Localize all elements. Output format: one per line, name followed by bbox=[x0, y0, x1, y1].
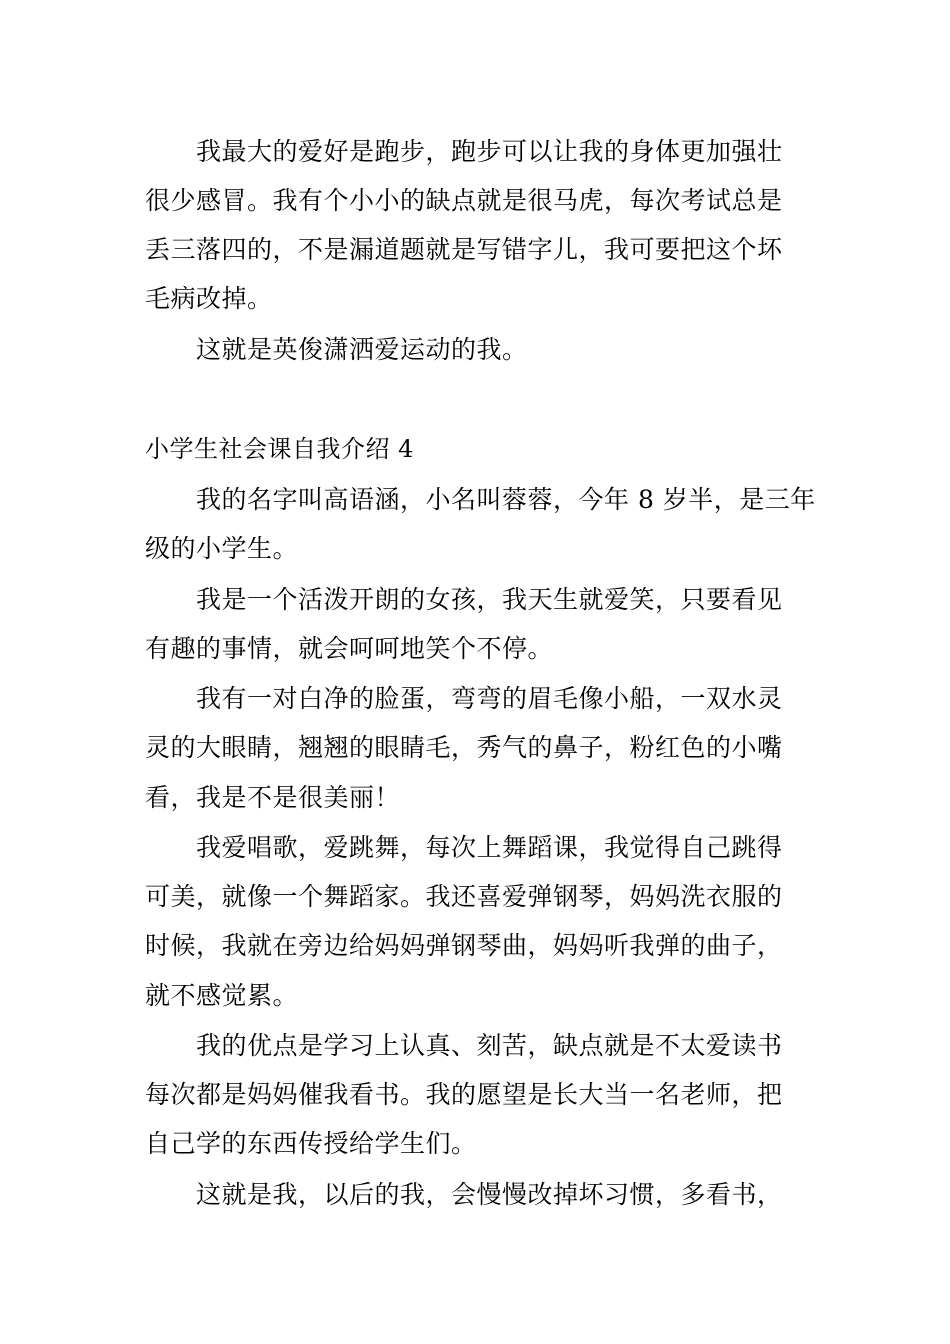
paragraph-line: 我最大的爱好是跑步，跑步可以让我的身体更加强壮 bbox=[196, 137, 783, 166]
paragraph-line: 就不感觉累。 bbox=[145, 981, 299, 1010]
paragraph-line: 可美，就像一个舞蹈家。我还喜爱弹钢琴，妈妈洗衣服的 bbox=[145, 882, 783, 911]
paragraph-line: 时候，我就在旁边给妈妈弹钢琴曲，妈妈听我弹的曲子， bbox=[145, 931, 783, 960]
paragraph-line: 看，我是不是很美丽！ bbox=[145, 783, 401, 812]
paragraph-line: 自己学的东西传授给学生们。 bbox=[145, 1129, 477, 1158]
section-heading: 小学生社会课自我介绍 4 bbox=[145, 435, 414, 463]
paragraph-line: 每次都是妈妈催我看书。我的愿望是长大当一名老师，把 bbox=[145, 1080, 783, 1109]
paragraph-line: 我有一对白净的脸蛋，弯弯的眉毛像小船，一双水灵 bbox=[196, 684, 783, 713]
paragraph-line: 我的优点是学习上认真、刻苦，缺点就是不太爱读书 bbox=[196, 1031, 783, 1060]
paragraph-line: 丢三落四的，不是漏道题就是写错字儿，我可要把这个坏 bbox=[145, 235, 783, 264]
paragraph-line: 很少感冒。我有个小小的缺点就是很马虎，每次考试总是 bbox=[145, 186, 783, 215]
paragraph-line: 灵的大眼睛，翘翘的眼睛毛，秀气的鼻子，粉红色的小嘴 bbox=[145, 733, 783, 762]
paragraph-line: 级的小学生。 bbox=[145, 534, 299, 563]
paragraph-line: 这就是我，以后的我，会慢慢改掉坏习惯，多看书， bbox=[196, 1180, 783, 1209]
paragraph-line: 这就是英俊潇洒爱运动的我。 bbox=[196, 335, 528, 364]
paragraph-line: 我的名字叫高语涵，小名叫蓉蓉，今年 8 岁半，是三年 bbox=[196, 485, 816, 514]
paragraph-line: 有趣的事情，就会呵呵地笑个不停。 bbox=[145, 634, 554, 663]
paragraph-line: 我爱唱歌，爱跳舞，每次上舞蹈课，我觉得自己跳得 bbox=[196, 833, 783, 862]
paragraph-line: 毛病改掉。 bbox=[145, 284, 273, 313]
paragraph-line: 我是一个活泼开朗的女孩，我天生就爱笑，只要看见 bbox=[196, 585, 783, 614]
